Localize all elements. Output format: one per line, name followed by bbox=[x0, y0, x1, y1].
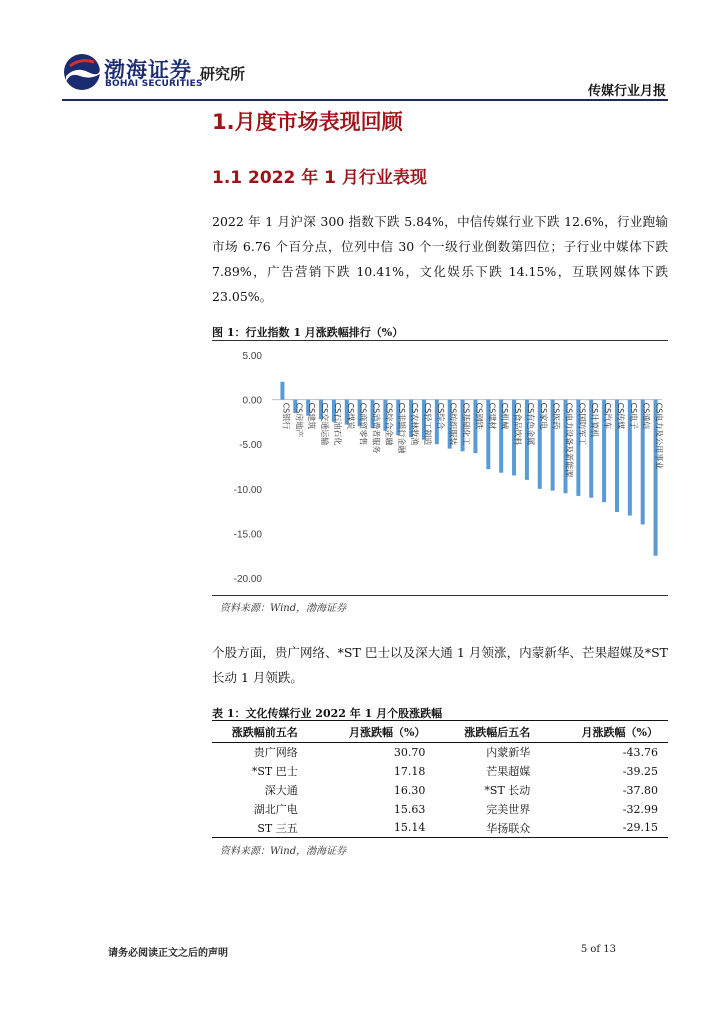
category-label: CS电力及公用事业 bbox=[654, 402, 664, 470]
category-label: CS纺织服装 bbox=[448, 402, 458, 446]
y-tick-label: 0.00 bbox=[242, 395, 262, 407]
stock-performance-table bbox=[212, 720, 668, 838]
top-stock-name: ST 三五 bbox=[212, 819, 308, 838]
table-header-row bbox=[212, 721, 668, 743]
y-tick-label: -10.00 bbox=[233, 484, 262, 496]
table-source: 资料来源：Wind，渤海证券 bbox=[220, 846, 347, 857]
category-label: CS交通运输 bbox=[320, 402, 330, 446]
page-number: 5 of 13 bbox=[580, 944, 616, 955]
category-label: CS国防军工 bbox=[577, 402, 587, 446]
category-label: CS轻工制造 bbox=[422, 402, 432, 446]
top-stock-name: 贵广网络 bbox=[253, 746, 298, 760]
table-row bbox=[212, 819, 668, 838]
top-stock-change: 15.14 bbox=[308, 819, 436, 838]
section-heading: 1.月度市场表现回顾 bbox=[212, 110, 403, 134]
category-label: CS电力设备及新能源 bbox=[564, 402, 574, 478]
category-label: CS基础化工 bbox=[461, 402, 471, 446]
top-stock-name: 深大通 bbox=[264, 784, 298, 797]
category-label: CS房地产 bbox=[294, 402, 304, 438]
category-label: CS消费者服务 bbox=[371, 402, 381, 454]
category-label: CS有色金属 bbox=[525, 402, 535, 446]
category-label: CS非银行金融 bbox=[397, 402, 407, 454]
figure-title: 图 1：行业指数 1 月涨跌幅排行（%） bbox=[212, 326, 404, 339]
industry-bar-chart bbox=[212, 345, 668, 593]
bottom-stock-name: 内蒙新华 bbox=[486, 746, 531, 760]
logo-mark-icon bbox=[62, 52, 102, 92]
top-stock-change: 30.70 bbox=[393, 745, 426, 759]
report-type: 传媒行业月报 bbox=[587, 84, 666, 99]
bottom-stock-change: -32.99 bbox=[622, 802, 658, 816]
header-divider bbox=[62, 99, 668, 101]
category-label: CS煤炭 bbox=[345, 402, 355, 430]
category-label: CS机械 bbox=[500, 402, 510, 430]
category-label: CS综合金融 bbox=[384, 402, 394, 446]
y-tick-label: -15.00 bbox=[233, 529, 262, 541]
category-label: CS建筑 bbox=[307, 402, 317, 430]
paragraph-market-summary: 2022 年 1 月沪深 300 指数下跌 5.84%，中信传媒行业下跌 12.6%，行业跑输市场 6.76 个百分点，位列中信 30 个一级行业倒数第四位；子行业中媒体下跌 7.89%，广告营销下跌 10.41%，文化娱乐下跌 14.15%，互联网媒体下跌 23.05%。 bbox=[212, 214, 668, 304]
table-row bbox=[212, 762, 668, 781]
top-stock-change: 17.18 bbox=[393, 764, 426, 778]
category-label: CS石油石化 bbox=[332, 402, 342, 446]
table-row bbox=[212, 800, 668, 819]
figure-top-rule bbox=[212, 340, 668, 341]
bottom-stock-change: -39.25 bbox=[622, 764, 658, 778]
subsection-heading: 1.1 2022 年 1 月行业表现 bbox=[212, 168, 427, 188]
top-stock-change: 16.30 bbox=[393, 783, 426, 797]
y-tick-label: -20.00 bbox=[233, 574, 262, 585]
category-label: CS钢铁 bbox=[474, 402, 484, 430]
bottom-stock-change: -43.76 bbox=[622, 745, 658, 759]
top-stock-name: *ST 巴士 bbox=[251, 765, 298, 778]
table-row bbox=[212, 743, 668, 762]
bottom-stock-change: -37.80 bbox=[622, 783, 658, 797]
table-row bbox=[212, 781, 668, 800]
company-name-en: BOHAI SECURITIES bbox=[105, 79, 203, 89]
category-label: CS农林牧渔 bbox=[410, 402, 420, 446]
paragraph-stock-summary: 个股方面，贵广网络、*ST 巴士以及深大通 1 月领涨，内蒙新华、芒果超媒及*ST 长动 1 月领跌。 bbox=[212, 645, 668, 685]
footer-disclaimer: 请务必阅读正文之后的声明 bbox=[108, 948, 228, 959]
bar bbox=[280, 382, 284, 400]
y-tick-label: -5.00 bbox=[239, 440, 262, 452]
header-top-five: 涨跌幅前五名 bbox=[212, 721, 308, 743]
category-label: CS传媒 bbox=[615, 402, 625, 430]
company-name-cn: 渤海证券 bbox=[104, 57, 192, 82]
bottom-stock-name: *ST 长动 bbox=[484, 784, 531, 797]
top-stock-change: 15.63 bbox=[393, 802, 426, 816]
category-label: CS电子 bbox=[628, 402, 638, 430]
header-bottom-five: 涨跌幅后五名 bbox=[435, 721, 540, 743]
top-stock-name: 湖北广电 bbox=[253, 803, 298, 816]
category-label: CS通信 bbox=[641, 402, 651, 430]
category-label: CS综合 bbox=[435, 402, 445, 430]
header-bottom-change: 月涨跌幅（%） bbox=[540, 721, 668, 743]
table-title: 表 1：文化传媒行业 2022 年 1 月个股涨跌幅 bbox=[212, 707, 443, 720]
bottom-stock-change: -29.15 bbox=[540, 819, 668, 838]
y-tick-label: 5.00 bbox=[242, 351, 262, 362]
department-name: 研究所 bbox=[200, 65, 246, 83]
category-label: CS家电 bbox=[538, 402, 548, 430]
bottom-stock-name: 完美世界 bbox=[486, 803, 531, 816]
bottom-stock-name: 华扬联众 bbox=[435, 819, 540, 838]
category-label: CS建材 bbox=[487, 402, 497, 430]
figure-bottom-rule bbox=[212, 595, 668, 596]
bottom-stock-name: 芒果超媒 bbox=[486, 765, 531, 778]
figure-source: 资料来源：Wind，渤海证券 bbox=[220, 603, 347, 614]
category-label: CS汽车 bbox=[603, 402, 613, 430]
header-top-change: 月涨跌幅（%） bbox=[308, 721, 436, 743]
category-label: CS食品饮料 bbox=[513, 402, 523, 446]
category-label: CS医药 bbox=[551, 402, 561, 430]
category-label: CS计算机 bbox=[590, 402, 600, 438]
category-label: CS银行 bbox=[281, 402, 291, 430]
category-label: CS商贸零售 bbox=[358, 402, 368, 446]
